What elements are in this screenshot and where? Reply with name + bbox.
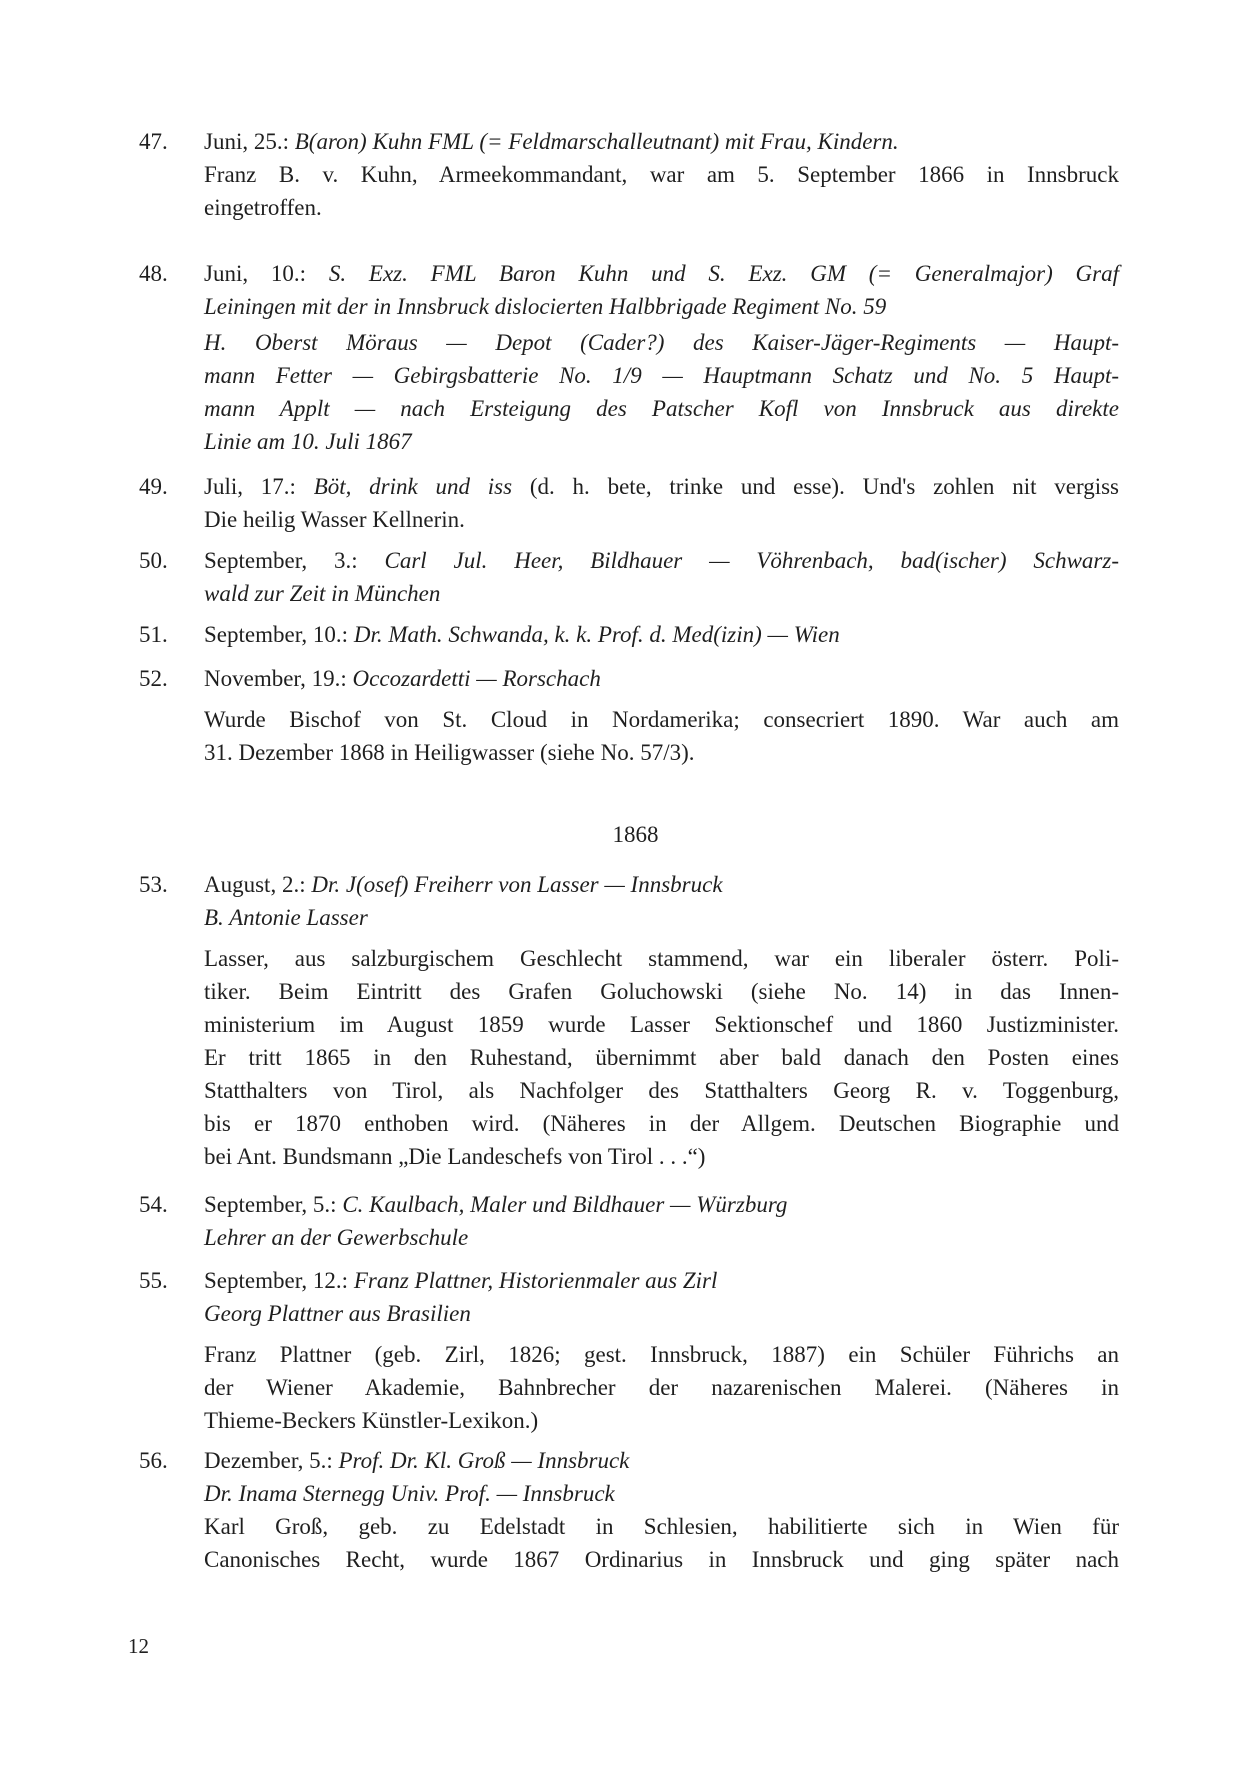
entry-body: [204, 125, 1119, 224]
entry-number: 53.: [139, 872, 168, 897]
note-line: 31. Dezember 1868 in Heiligwasser (siehe No. 57/3).: [204, 740, 695, 765]
entry-heading: [204, 125, 1119, 158]
entry-date: August, 2.:: [204, 872, 306, 897]
entry-number: 49.: [139, 474, 168, 499]
note-line: tiker. Beim Eintritt des Grafen Goluchowski (siehe No. 14) in das Innen-: [204, 979, 1119, 1004]
entry-heading: [204, 470, 1119, 503]
note-line: Statthalters von Tirol, als Nachfolger des Statthalters Georg R. v. Toggenburg,: [204, 1078, 1119, 1103]
entry-heading: [204, 662, 1119, 695]
entry-body: [204, 257, 1119, 458]
note-line: Lasser, aus salzburgischem Geschlecht stammend, war ein liberaler österr. Poli-: [204, 946, 1119, 971]
entry-number: 52.: [139, 666, 168, 691]
entry-body: [204, 1264, 1119, 1437]
entry-date: September, 5.:: [204, 1192, 337, 1217]
note-line: der Wiener Akademie, Bahnbrecher der nazarenischen Malerei. (Näheres in: [204, 1375, 1119, 1400]
entry-heading: [204, 618, 1119, 651]
entry-date: Juni, 10.:: [204, 261, 307, 286]
entry-line: Die heilig Wasser Kellnerin.: [204, 507, 465, 532]
entry-body: [204, 868, 1119, 1173]
entry-line: mann Applt — nach Ersteigung des Patscher Kofl von Innsbruck aus direkte: [204, 396, 1119, 421]
entry-line: H. Oberst Möraus — Depot (Cader?) des Kaiser-Jäger-Regiments — Haupt-: [204, 330, 1119, 355]
entry-title: Franz Plattner, Historienmaler aus Zirl: [353, 1268, 718, 1293]
note-line: Franz Plattner (geb. Zirl, 1826; gest. Innsbruck, 1887) ein Schüler Führichs an: [204, 1342, 1119, 1367]
entry-number: 54.: [139, 1192, 168, 1217]
entry-title: Prof. Dr. Kl. Groß — Innsbruck: [338, 1448, 630, 1473]
entry-date: September, 3.:: [204, 548, 358, 573]
entry-date: September, 10.:: [204, 622, 349, 647]
entry-body: [204, 470, 1119, 536]
entry-number: 50.: [139, 548, 168, 573]
entry-number: 47.: [139, 129, 168, 154]
entry-heading: [204, 544, 1119, 577]
entry-subline: B. Antonie Lasser: [204, 905, 368, 930]
entry-title: S. Exz. FML Baron Kuhn und S. Exz. GM (= Generalmajor) Graf: [328, 261, 1120, 286]
page-number: 12: [128, 1634, 149, 1658]
entry-heading: [204, 1188, 1119, 1221]
entry-line: Leiningen mit der in Innsbruck dislocierten Halbbrigade Regiment No. 59: [204, 294, 887, 319]
entry-title: Dr. Math. Schwanda, k. k. Prof. d. Med(izin) — Wien: [353, 622, 840, 647]
entry-line: wald zur Zeit in München: [204, 581, 441, 606]
note-line: Wurde Bischof von St. Cloud in Nordamerika; consecriert 1890. War auch am: [204, 707, 1119, 732]
entry-body: [204, 618, 1119, 651]
entry-title: Dr. J(osef) Freiherr von Lasser — Innsbruck: [311, 872, 723, 897]
entry-date: Juli, 17.:: [204, 474, 296, 499]
entry-number: 56.: [139, 1448, 168, 1473]
note-line: bei Ant. Bundsmann „Die Landeschefs von Tirol . . .“): [204, 1144, 706, 1169]
entry-body: [204, 544, 1119, 610]
entry-line: Linie am 10. Juli 1867: [204, 429, 412, 454]
note-line: Thieme-Beckers Künstler-Lexikon.): [204, 1408, 539, 1433]
entry-subline: Dr. Inama Sternegg Univ. Prof. — Innsbruck: [204, 1481, 615, 1506]
note-line: bis er 1870 enthoben wird. (Näheres in der Allgem. Deutschen Biographie und: [204, 1111, 1119, 1136]
entry-number: 48.: [139, 261, 168, 286]
entry-title: Occozardetti — Rorschach: [352, 666, 601, 691]
note-line: Franz B. v. Kuhn, Armeekommandant, war am 5. September 1866 in Innsbruck: [204, 162, 1119, 187]
note-line: Canonisches Recht, wurde 1867 Ordinarius in Innsbruck und ging später nach: [204, 1547, 1119, 1572]
entry-heading: [204, 1264, 1119, 1297]
entry-subline: Lehrer an der Gewerbschule: [204, 1225, 469, 1250]
entry-date: Dezember, 5.:: [204, 1448, 333, 1473]
entry-subline: Georg Plattner aus Brasilien: [204, 1301, 471, 1326]
entry-line: mann Fetter — Gebirgsbatterie No. 1/9 — Hauptmann Schatz und No. 5 Haupt-: [204, 363, 1119, 388]
note-line: eingetroffen.: [204, 195, 322, 220]
entry-heading: [204, 1444, 1119, 1477]
entry-body: [204, 1444, 1119, 1576]
entry-heading: [204, 868, 1119, 901]
entry-text: (d. h. bete, trinke und esse). Und's zohlen nit vergiss: [529, 474, 1119, 499]
entry-heading: [204, 257, 1119, 290]
entry-date: Juni, 25.:: [204, 129, 289, 154]
entry-date: November, 19.:: [204, 666, 347, 691]
entry-title: B(aron) Kuhn FML (= Feldmarschalleutnant) mit Frau, Kindern.: [294, 129, 899, 154]
entry-body: [204, 1188, 1119, 1254]
entry-title: Böt, drink und iss: [313, 474, 513, 499]
entry-body: [204, 662, 1119, 769]
entry-number: 51.: [139, 622, 168, 647]
entry-date: September, 12.:: [204, 1268, 349, 1293]
entry-number: 55.: [139, 1268, 168, 1293]
year-heading: 1868: [612, 822, 659, 847]
note-line: ministerium im August 1859 wurde Lasser Sektionschef und 1860 Justizminister.: [204, 1012, 1119, 1037]
note-line: Er tritt 1865 in den Ruhestand, übernimmt aber bald danach den Posten eines: [204, 1045, 1119, 1070]
note-line: Karl Groß, geb. zu Edelstadt in Schlesien, habilitierte sich in Wien für: [204, 1514, 1119, 1539]
entry-title: Carl Jul. Heer, Bildhauer — Vöhrenbach, bad(ischer) Schwarz-: [384, 548, 1119, 573]
entry-title: C. Kaulbach, Maler und Bildhauer — Würzburg: [342, 1192, 788, 1217]
